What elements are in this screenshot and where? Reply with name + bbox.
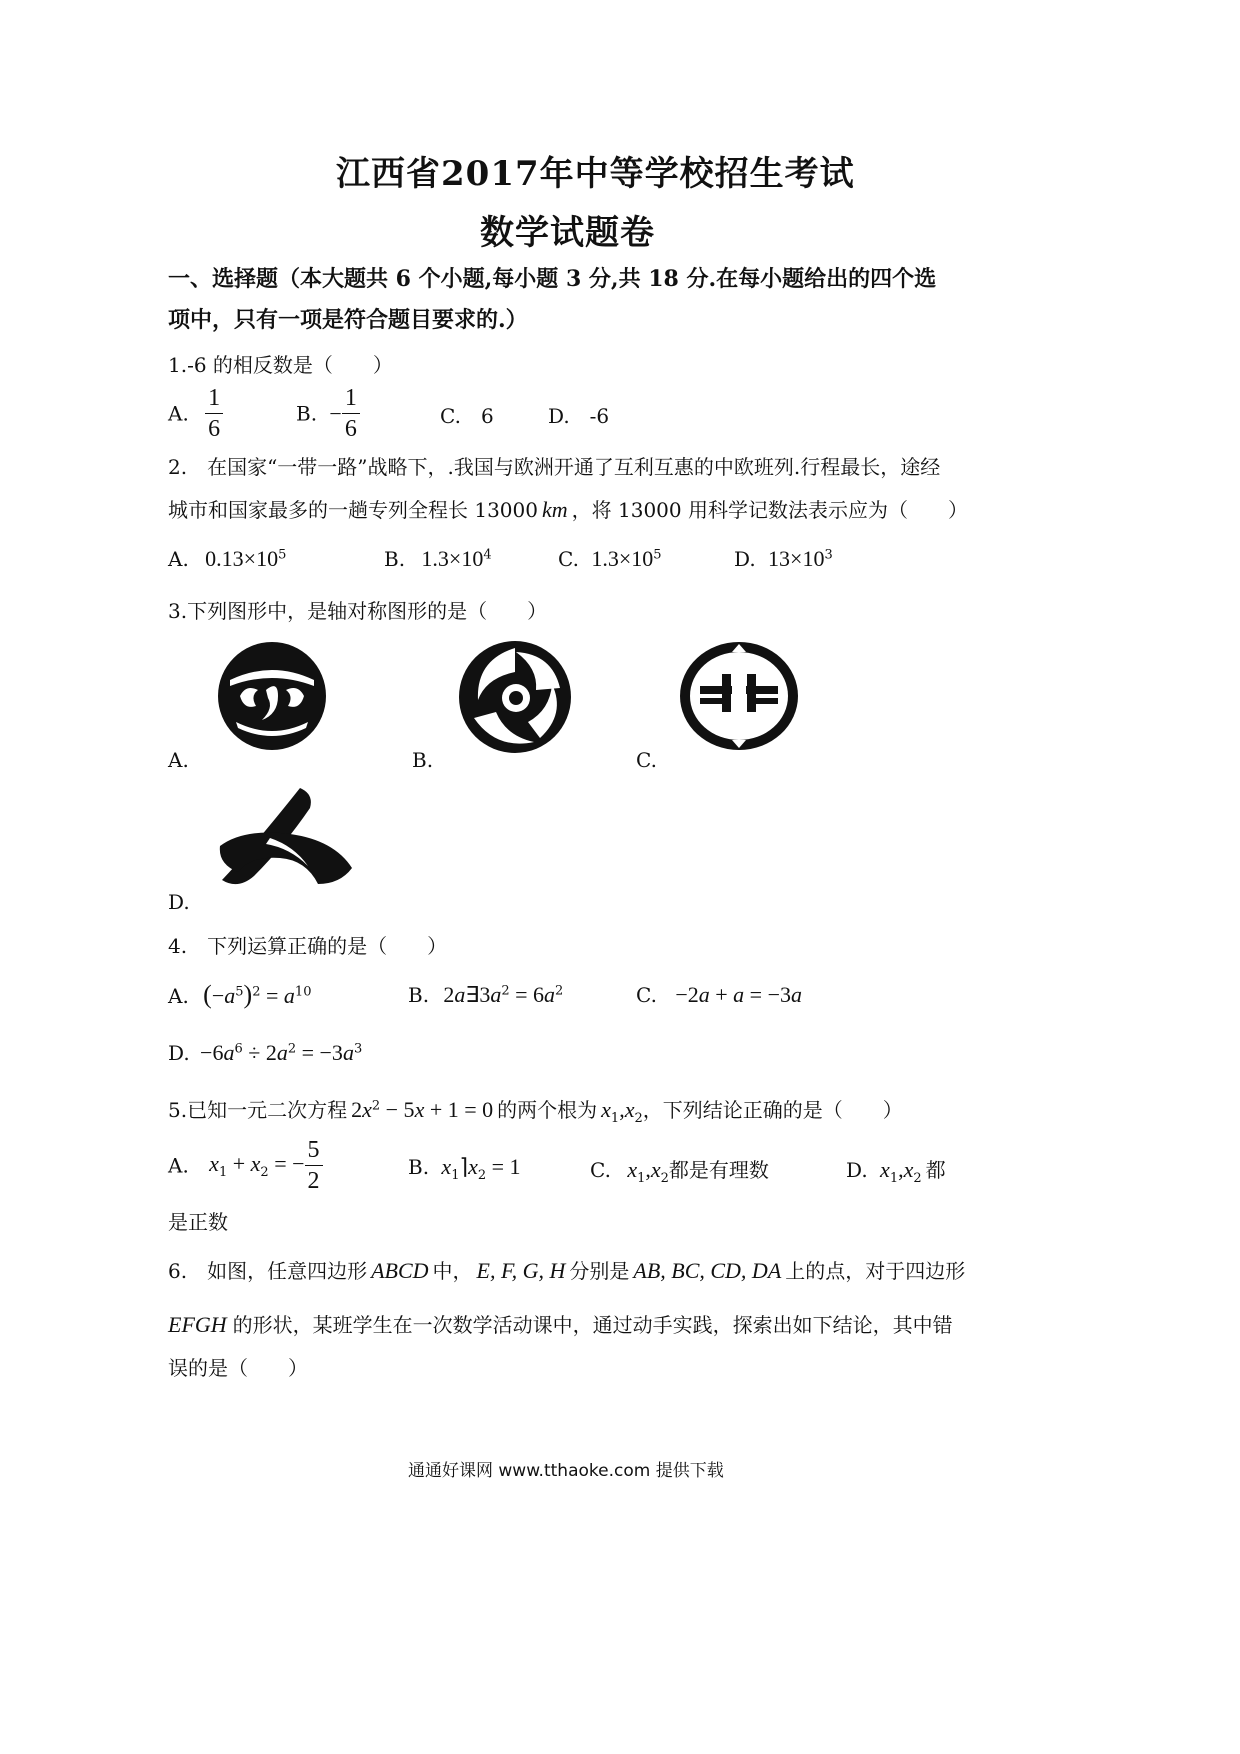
q3-stem: 3.下列图形中，是轴对称图形的是（ ） xyxy=(168,599,548,623)
q6-line2: EFGH 的形状，某班学生在一次数学活动课中，通过动手实践，探索出如下结论，其中错 xyxy=(168,1312,953,1337)
q3-option-d-label: D. xyxy=(168,890,190,914)
q2-option-c: C. $1.3\times 10^5$ xyxy=(558,546,662,571)
q4-option-d: D. $-6a^6 \div 2a^2 = -3a^3$ xyxy=(168,1040,363,1065)
q4-stem: 4. 下列运算正确的是（ ） xyxy=(168,934,448,958)
q1-stem: 1.-6 的相反数是（ ） xyxy=(168,353,393,377)
figure-a-crane-emblem-icon xyxy=(216,640,328,752)
q3-option-b-label: B. xyxy=(412,748,434,772)
page-subtitle: 数学试题卷 xyxy=(480,213,655,253)
q3-option-a-label: A. xyxy=(168,748,189,772)
section-header-line2: 项中，只有一项是符合题目要求的.） xyxy=(168,307,528,333)
q5-option-c: C. $x_1,x_2$都是有理数 xyxy=(590,1157,769,1186)
section-header-line1: 一、选择题（本大题共 6 个小题,每小题 3 分,共 18 分.在每小题给出的四个选 xyxy=(168,266,937,292)
q4-option-c: C. −2a + a = −3a xyxy=(636,982,802,1007)
q5-stem: 5.已知一元二次方程 $2x^2 - 5x + 1 = 0$ 的两个根为 $x_1,x_2$，下列结论正确的是（ ） xyxy=(168,1097,903,1126)
figure-d-ribbon-emblem-icon xyxy=(214,786,356,898)
footer-credit: 通通好课网 www.tthaoke.com 提供下载 xyxy=(408,1461,724,1481)
q6-line3: 误的是（ ） xyxy=(168,1356,308,1380)
q5-option-a: A. $x_1 + x_2$ = − $\frac{5}{2}$ xyxy=(168,1138,323,1193)
q1-option-c: C. 6 xyxy=(440,404,494,428)
page-title: 江西省2017年中等学校招生考试 xyxy=(336,154,855,194)
q2-option-b: B. $1.3\times 10^4$ xyxy=(384,546,492,571)
q1-option-b: B. − $\frac{1}{6}$ xyxy=(296,386,360,441)
q2-line1: 2. 在国家“一带一路”战略下，.我国与欧洲开通了互利互惠的中欧班列.行程最长，途经 xyxy=(168,455,941,479)
q2-line2: 城市和国家最多的一趟专列全程长 13000 km ，将 13000 用科学记数法表示应为（ ） xyxy=(168,497,968,522)
q5-option-d-continued: 是正数 xyxy=(168,1210,228,1234)
q4-option-a: A. $(-a^5)^2 = a^{10}$ xyxy=(168,980,312,1009)
q3-option-c-label: C. xyxy=(636,748,657,772)
q1-option-a: A. $\frac{1}{6}$ xyxy=(168,386,223,441)
q2-option-a: A. $0.13\times 10^5$ xyxy=(168,546,287,571)
q1-option-d: D. -6 xyxy=(548,404,610,428)
figure-b-swirl-emblem-icon xyxy=(456,638,574,756)
q4-option-b: B. $2a\exists 3a^2 = 6a^2$ xyxy=(408,982,564,1007)
q6-line1: 6. 如图，任意四边形 ABCD 中， E, F, G, H 分别是 AB, BC, CD, DA 上的点，对于四边形 xyxy=(168,1258,966,1283)
q2-option-d: D. $13\times 10^3$ xyxy=(734,546,833,571)
q5-option-b: B. $x_1⌉x_2 = 1$ xyxy=(408,1154,521,1183)
figure-c-ring-emblem-icon xyxy=(678,640,800,752)
q5-option-d: D. $x_1,x_2$ 都 xyxy=(846,1157,946,1186)
